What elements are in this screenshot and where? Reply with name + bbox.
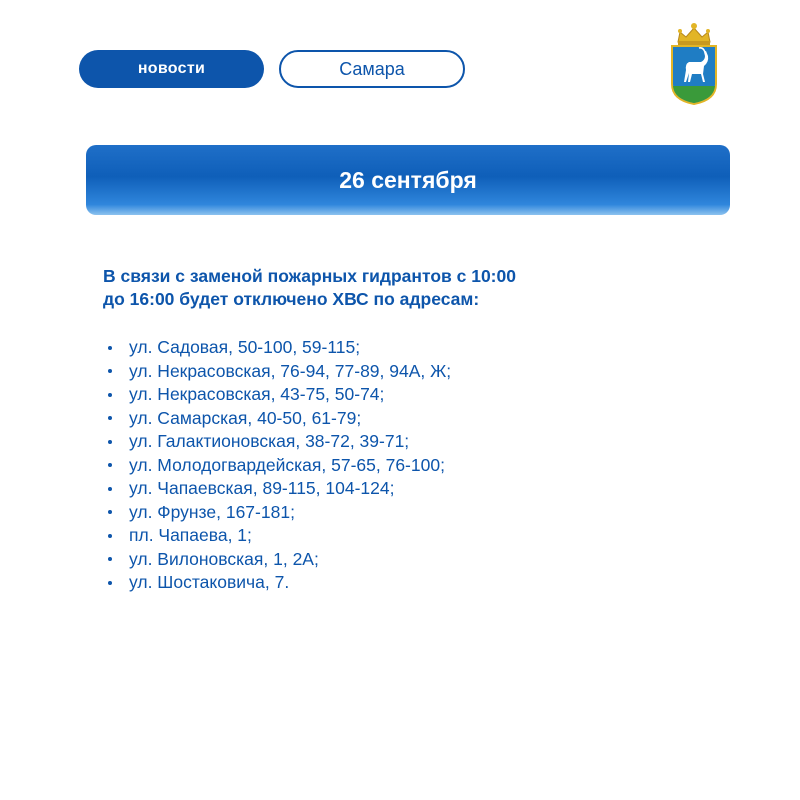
bullet-icon	[108, 416, 112, 420]
bullet-icon	[108, 581, 112, 585]
bullet-icon	[108, 557, 112, 561]
list-item: ул. Фрунзе, 167-181;	[108, 501, 451, 525]
address-list	[108, 336, 451, 595]
list-item: ул. Вилоновская, 1, 2А;	[108, 548, 451, 572]
list-item: ул. Некрасовская, 43-75, 50-74;	[108, 383, 451, 407]
intro-line-1: В связи с заменой пожарных гидрантов с 10:00	[103, 266, 516, 286]
list-item: ул. Самарская, 40-50, 61-79;	[108, 407, 451, 431]
category-news-button[interactable]: новости	[79, 50, 264, 88]
bullet-icon	[108, 393, 112, 397]
bullet-icon	[108, 440, 112, 444]
bullet-icon	[108, 510, 112, 514]
list-item: ул. Чапаевская, 89-115, 104-124;	[108, 477, 451, 501]
list-item: ул. Галактионовская, 38-72, 39-71;	[108, 430, 451, 454]
date-banner	[86, 145, 730, 215]
city-samara-button[interactable]: Самара	[279, 50, 465, 88]
bullet-icon	[108, 346, 112, 350]
list-item: ул. Шостаковича, 7.	[108, 571, 451, 595]
bullet-icon	[108, 463, 112, 467]
list-item: ул. Садовая, 50-100, 59-115;	[108, 336, 451, 360]
samara-coat-of-arms-icon	[668, 22, 720, 106]
date-label: 26 сентября	[339, 166, 477, 193]
list-item: ул. Молодогвардейская, 57-65, 76-100;	[108, 454, 451, 478]
bullet-icon	[108, 487, 112, 491]
list-item: ул. Некрасовская, 76-94, 77-89, 94А, Ж;	[108, 360, 451, 384]
bullet-icon	[108, 534, 112, 538]
intro-line-2: до 16:00 будет отключено ХВС по адресам:	[103, 289, 480, 309]
list-item: пл. Чапаева, 1;	[108, 524, 451, 548]
announcement-intro	[103, 265, 623, 311]
bullet-icon	[108, 369, 112, 373]
